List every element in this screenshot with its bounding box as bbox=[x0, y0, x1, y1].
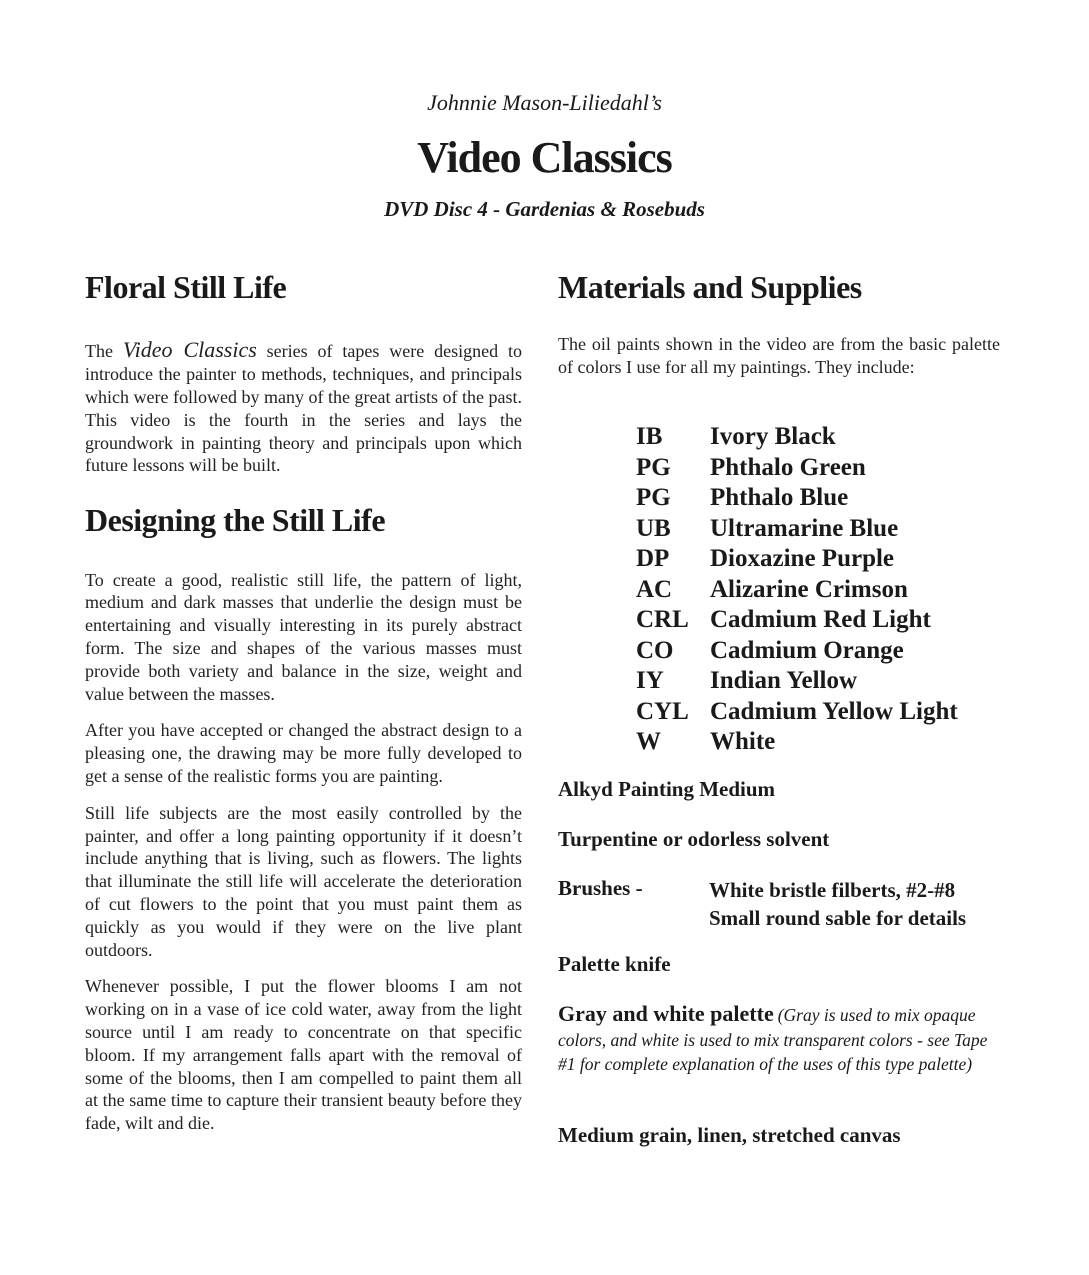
paint-code: CRL bbox=[636, 606, 689, 633]
paint-list bbox=[636, 422, 958, 758]
paint-code: PG bbox=[636, 453, 671, 481]
canvas-item: Medium grain, linen, stretched canvas bbox=[558, 1123, 901, 1147]
paint-name: Ivory Black bbox=[710, 423, 836, 450]
palette-knife-item: Palette knife bbox=[558, 952, 671, 976]
brushes-details bbox=[709, 876, 966, 932]
disc-subtitle: DVD Disc 4 - Gardenias & Rosebuds bbox=[384, 197, 705, 221]
paint-row bbox=[636, 483, 958, 514]
designing-paragraph: To create a good, realistic still life, the pattern of light, medium and dark masses that underlie the design must be entertaining and visually interesting in its purely abstract form. The size and shapes of the various masses must provide both variety and balance in the size, weight and value between the masses. bbox=[85, 569, 522, 704]
paint-code: DP bbox=[636, 545, 670, 572]
paint-row bbox=[636, 453, 958, 484]
right-column bbox=[558, 268, 1028, 379]
paint-code: W bbox=[636, 728, 661, 755]
brushes-label: Brushes - bbox=[558, 876, 643, 900]
paint-name: Cadmium Yellow Light bbox=[710, 697, 958, 725]
brushes-line: White bristle filberts, #2-#8 bbox=[709, 878, 956, 902]
page-title: Video Classics bbox=[417, 133, 672, 182]
paint-name: White bbox=[710, 728, 776, 755]
medium-item: Alkyd Painting Medium bbox=[558, 777, 776, 801]
paint-code: AC bbox=[636, 575, 673, 603]
paint-code: CYL bbox=[636, 697, 689, 725]
paint-row bbox=[636, 697, 958, 728]
paint-name: Dioxazine Purple bbox=[710, 545, 895, 572]
intro-pre: The bbox=[85, 341, 123, 362]
paint-name: Phthalo Green bbox=[710, 453, 866, 481]
floral-heading: Floral Still Life bbox=[85, 269, 287, 305]
paint-code: IB bbox=[636, 423, 663, 450]
paint-row bbox=[636, 544, 958, 575]
palette-item bbox=[558, 1002, 998, 1078]
paint-code: UB bbox=[636, 514, 671, 542]
materials-intro: The oil paints shown in the video are from the basic palette of colors I use for all my paintings. They include: bbox=[558, 334, 1000, 378]
paint-row bbox=[636, 422, 958, 453]
palette-lead: Gray and white palette bbox=[558, 1001, 774, 1026]
paint-name: Ultramarine Blue bbox=[710, 514, 899, 542]
intro-post: series of tapes were designed to introduce the painter to methods, techniques, and principals which were followed by many of the great artists of the past. This video is the fourth in the series and lays the groundwork in painting theory and principals upon which future lessons will be built. bbox=[85, 341, 523, 476]
paint-name: Alizarine Crimson bbox=[710, 575, 908, 603]
designing-heading: Designing the Still Life bbox=[85, 502, 386, 539]
designing-paragraph: Still life subjects are the most easily controlled by the painter, and offer a long painting opportunity if it doesn’t include anything that is living, such as flowers. The lights that illuminate the still life will accelerate the deterioration of cut flowers to the point that you must paint them as quickly as you would if they were on the live plant outdoors. bbox=[85, 802, 522, 960]
paint-row bbox=[636, 514, 958, 545]
paint-code: IY bbox=[636, 667, 664, 694]
paint-name: Phthalo Blue bbox=[710, 484, 849, 511]
brushes-line: Small round sable for details bbox=[709, 906, 967, 930]
paint-row bbox=[636, 575, 958, 606]
author-line: Johnnie Mason-Liliedahl’s bbox=[427, 90, 662, 115]
paint-row bbox=[636, 605, 958, 636]
paint-row bbox=[636, 666, 958, 697]
floral-intro bbox=[85, 339, 522, 477]
solvent-item: Turpentine or odorless solvent bbox=[558, 827, 830, 851]
intro-series-name: Video Classics bbox=[122, 337, 257, 363]
palette-note: (Gray is used to mix opaque colors, and white is used to mix transparent colors - see Tape #1 for complete explanation of the uses of this type palette) bbox=[558, 1005, 988, 1074]
paint-code: PG bbox=[636, 484, 671, 511]
paint-code: CO bbox=[636, 636, 674, 664]
designing-paragraph: After you have accepted or changed the abstract design to a pleasing one, the drawing may be more fully developed to get a sense of the realistic forms you are painting. bbox=[85, 720, 522, 786]
paint-name: Cadmium Red Light bbox=[710, 606, 931, 633]
materials-heading: Materials and Supplies bbox=[558, 269, 862, 305]
paint-name: Cadmium Orange bbox=[710, 636, 904, 664]
left-column bbox=[85, 268, 522, 1135]
designing-paragraph: Whenever possible, I put the flower blooms I am not working on in a vase of ice cold water, away from the light source until I am ready to concentrate on that specific bloom. If my arrangement falls apart with the removal of some of the blooms, then I am compelled to paint them all at the same time to capture their transient beauty before they fade, wilt and die. bbox=[85, 976, 522, 1134]
paint-row bbox=[636, 727, 958, 758]
paint-row bbox=[636, 636, 958, 667]
paint-name: Indian Yellow bbox=[710, 667, 858, 694]
